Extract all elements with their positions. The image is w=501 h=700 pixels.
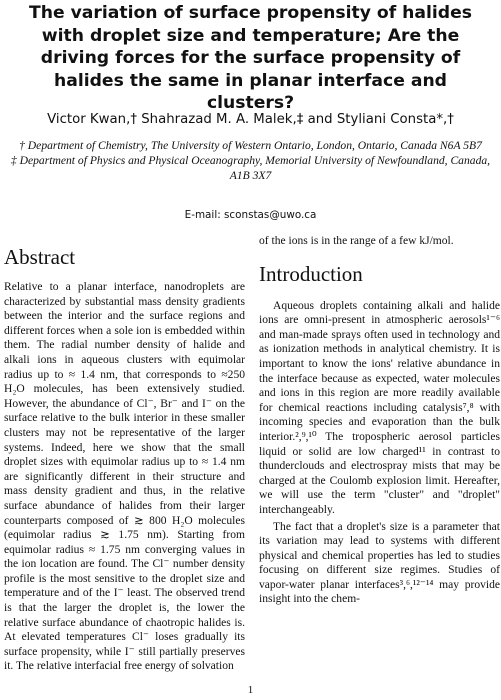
right-column — [259, 234, 500, 607]
paper-title: The variation of surface propensity of halides with droplet size and temperature; Are the driving forces for the surface propensity of halides the same in planar interface and clusters? — [28, 3, 472, 113]
author-list: Victor Kwan,† Shahrazad M. A. Malek,‡ and Styliani Consta*,† — [47, 112, 454, 127]
email-line: E-mail: sconstas@uwo.ca — [184, 209, 317, 221]
introduction-heading: Introduction — [259, 261, 363, 286]
left-column — [4, 234, 245, 674]
abstract-body: Relative to a planar interface, nanodroplets are characterized by substantial mass density gradients between the interior and the surface regions and different forces when a sole ion is embedded within them. The radial number density of halide and alkali ions in aqueous clusters with equimolar radius up to ≈ 1.4 nm, that corresponds to ≈250 H₂O molecules, has been extensively studied. However, the abundance of Cl⁻, Br⁻ and I⁻ on the surface relative to the bulk interior in these smaller clusters may not be representative of the larger systems. Indeed, here we show that the small droplet sizes with equimolar radius up to ≈ 1.4 nm are significantly different in their structure and mass density gradient and thus, in the relative surface abundance of halides from their larger counterparts composed of ≳ 800 H₂O molecules (equimolar radius ≳ 1.75 nm). Starting from equimolar radius ≈ 1.75 nm converging values in the ion location are found. The Cl⁻ number density profile is the most sensitive to the droplet size and temperature and of the I⁻ least. The observed trend is that the larger the droplet is, the lower the relative surface abundance of chaotropic halides is. At elevated temperatures Cl⁻ loses gradually its surface propensity, while I⁻ still partially preserves it. The relative interfacial free energy of solvation — [4, 281, 245, 673]
abstract-heading: Abstract — [4, 245, 76, 269]
intro-paragraph-1: Aqueous droplets containing alkali and halide ions are omni-present in atmospheric aerosols¹⁻⁶ and man-made sprays often used in technology and as ionization methods in analytical chemistry. It is important to know the ions' relative abundance in the interface because as expected, water molecules and ions in this region are more readily available for chemical reactions including catalysis⁷,⁸ with incoming species and evaporation than the bulk interior.²,⁹,¹⁰ The tropospheric aerosol particles liquid or solid are low charged¹¹ in contrast to thunderclouds and electrospray mists that may be charged at the Coulomb explosion limit. Hereafter, we will use the term "cluster" and "droplet" interchangeably. — [259, 299, 500, 516]
abstract-body-continued: of the ions is in the range of a few kJ/mol. — [259, 235, 454, 247]
affiliation-1: † Department of Chemistry, The University of Western Ontario, London, Ontario, Canada N6A 5B7 — [19, 139, 482, 152]
page-number: 1 — [247, 684, 254, 696]
affiliation-2: ‡ Department of Physics and Physical Oceanography, Memorial University of Newfoundland, Canada, A1B 3X7 — [10, 154, 491, 182]
affiliations — [10, 138, 491, 183]
intro-paragraph-2: The fact that a droplet's size is a parameter that its variation may lead to systems with different physical and chemical properties has led to studies focusing on different size regimes. Studies of vapor-water planar interfaces³,⁶,¹²⁻¹⁴ may provide insight into the chem- — [259, 520, 500, 606]
